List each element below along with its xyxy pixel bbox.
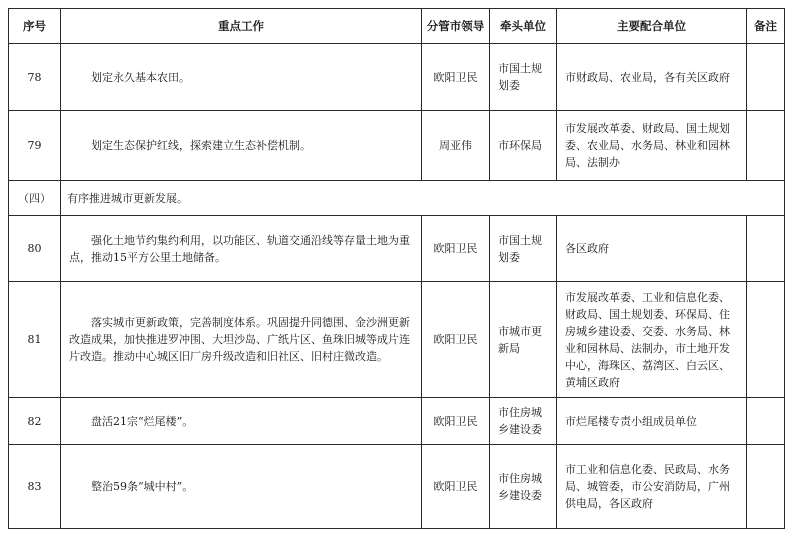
row-remarks <box>747 398 785 445</box>
row-coop-units: 各区政府 <box>557 216 747 282</box>
row-lead-unit: 市环保局 <box>490 111 557 181</box>
row-lead-unit: 市国土规划委 <box>490 216 557 282</box>
row-coop-units: 市发展改革委、工业和信息化委、财政局、国土规划委、环保局、住房城乡建设委、交委、水务局、林业和园林局、法制办，市土地开发中心，海珠区、荔湾区、白云区、黄埔区政府 <box>557 282 747 398</box>
row-seq: 78 <box>9 44 61 111</box>
header-leader: 分管市领导 <box>422 9 490 44</box>
row-leader: 周亚伟 <box>422 111 490 181</box>
row-seq: 81 <box>9 282 61 398</box>
row-task: 划定生态保护红线，探索建立生态补偿机制。 <box>61 111 422 181</box>
row-leader: 欧阳卫民 <box>422 445 490 529</box>
row-remarks <box>747 282 785 398</box>
section-row <box>9 181 785 216</box>
row-coop-units: 市财政局、农业局，各有关区政府 <box>557 44 747 111</box>
row-lead-unit: 市国土规划委 <box>490 44 557 111</box>
row-remarks <box>747 44 785 111</box>
work-table <box>8 8 785 529</box>
row-lead-unit: 市住房城乡建设委 <box>490 398 557 445</box>
row-seq: 80 <box>9 216 61 282</box>
header-remarks: 备注 <box>747 9 785 44</box>
table-row <box>9 44 785 111</box>
row-task: 强化土地节约集约利用，以功能区、轨道交通沿线等存量土地为重点，推动15平方公里土地储备。 <box>61 216 422 282</box>
row-coop-units: 市工业和信息化委、民政局、水务局、城管委，市公安消防局，广州供电局，各区政府 <box>557 445 747 529</box>
header-coop-units: 主要配合单位 <box>557 9 747 44</box>
header-seq: 序号 <box>9 9 61 44</box>
row-task: 落实城市更新政策，完善制度体系。巩固提升同德围、金沙洲更新改造成果，加快推进罗冲围、大坦沙岛、广纸片区、鱼珠旧城等成片连片改造。推动中心城区旧厂房升级改造和旧社区、旧村庄微改造。 <box>61 282 422 398</box>
table-row <box>9 445 785 529</box>
row-lead-unit: 市城市更新局 <box>490 282 557 398</box>
header-lead-unit: 牵头单位 <box>490 9 557 44</box>
table-row <box>9 398 785 445</box>
row-leader: 欧阳卫民 <box>422 44 490 111</box>
table-row <box>9 282 785 398</box>
row-leader: 欧阳卫民 <box>422 216 490 282</box>
section-title: 有序推进城市更新发展。 <box>61 181 785 216</box>
header-row <box>9 9 785 44</box>
row-coop-units: 市发展改革委、财政局、国土规划委、农业局、水务局、林业和园林局、法制办 <box>557 111 747 181</box>
row-task: 盘活21宗“烂尾楼”。 <box>61 398 422 445</box>
row-task: 划定永久基本农田。 <box>61 44 422 111</box>
header-task: 重点工作 <box>61 9 422 44</box>
row-coop-units: 市烂尾楼专责小组成员单位 <box>557 398 747 445</box>
row-leader: 欧阳卫民 <box>422 398 490 445</box>
table-row <box>9 111 785 181</box>
section-seq: （四） <box>9 181 61 216</box>
row-seq: 79 <box>9 111 61 181</box>
row-leader: 欧阳卫民 <box>422 282 490 398</box>
row-seq: 83 <box>9 445 61 529</box>
row-remarks <box>747 111 785 181</box>
table-row <box>9 216 785 282</box>
row-task: 整治59条“城中村”。 <box>61 445 422 529</box>
row-lead-unit: 市住房城乡建设委 <box>490 445 557 529</box>
row-seq: 82 <box>9 398 61 445</box>
row-remarks <box>747 445 785 529</box>
row-remarks <box>747 216 785 282</box>
